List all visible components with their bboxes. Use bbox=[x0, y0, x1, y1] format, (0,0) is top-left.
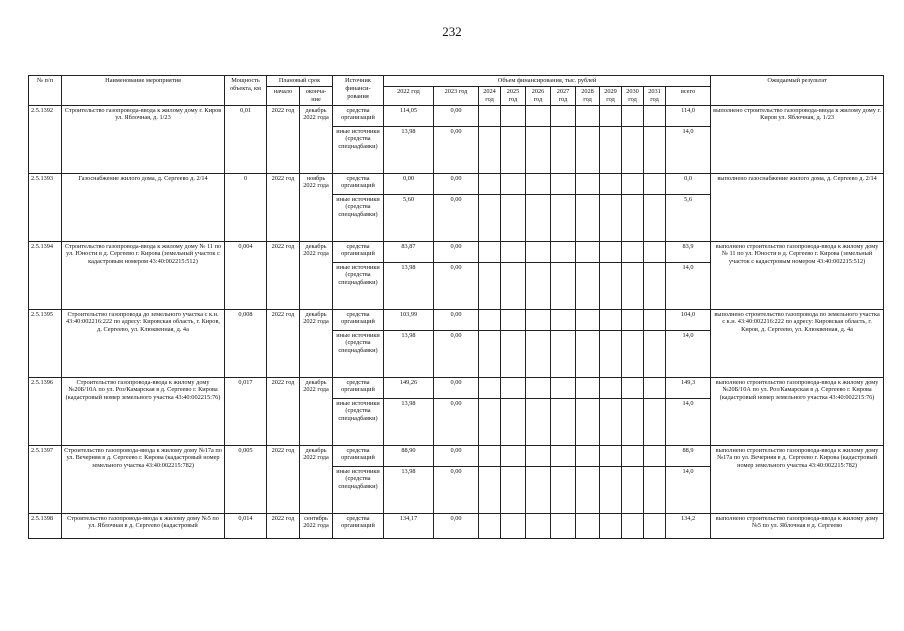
row-capacity: 0,01 bbox=[225, 105, 267, 173]
amount-empty bbox=[622, 377, 644, 398]
row-name: Строительство газопровода до земельного участка с к.н. 43:40:002216:222 по адресу: Кировская область, г. Киров, д. Сергеево, ул. Клюквенная, д. 4а bbox=[62, 309, 225, 377]
row-name: Строительство газопровода-ввода к жилому дому г. Киров ул. Яблочная, д. 1/23 bbox=[62, 105, 225, 173]
amount-empty bbox=[644, 194, 666, 241]
header-financing: Объем финансирования, тыс. рублей bbox=[384, 76, 711, 87]
row-number: 2.5.1398 bbox=[29, 513, 62, 538]
amount-empty bbox=[622, 194, 644, 241]
source-org: средства организаций bbox=[333, 309, 384, 330]
table-row bbox=[29, 173, 884, 194]
source-org: средства организаций bbox=[333, 513, 384, 538]
source-org: средства организаций bbox=[333, 241, 384, 262]
amount-empty bbox=[479, 398, 501, 445]
amount-empty bbox=[479, 377, 501, 398]
row-start: 2022 год bbox=[267, 309, 300, 377]
header-year: 2025 год bbox=[501, 86, 526, 105]
amount-2023: 0,00 bbox=[434, 241, 479, 262]
amount-empty bbox=[526, 466, 551, 513]
row-end: сентябрь 2022 года bbox=[300, 513, 333, 538]
header-year: 2030 год bbox=[622, 86, 644, 105]
row-number: 2.5.1395 bbox=[29, 309, 62, 377]
amount-empty bbox=[526, 445, 551, 466]
amount-empty bbox=[526, 377, 551, 398]
header-start: начало bbox=[267, 86, 300, 105]
amount-empty bbox=[501, 513, 526, 538]
amount-total: 114,0 bbox=[666, 105, 711, 126]
header-result: Ожидаемый результат bbox=[711, 76, 884, 106]
amount-2022: 149,26 bbox=[384, 377, 434, 398]
amount-2022: 13,98 bbox=[384, 398, 434, 445]
amount-total: 14,0 bbox=[666, 466, 711, 513]
amount-2023: 0,00 bbox=[434, 309, 479, 330]
amount-empty bbox=[501, 445, 526, 466]
amount-empty bbox=[600, 262, 622, 309]
amount-empty bbox=[576, 105, 600, 126]
amount-empty bbox=[644, 513, 666, 538]
row-start: 2022 год bbox=[267, 445, 300, 513]
amount-empty bbox=[501, 262, 526, 309]
source-other: иные источники (средства спецнадбавки) bbox=[333, 126, 384, 173]
amount-empty bbox=[600, 241, 622, 262]
amount-2023: 0,00 bbox=[434, 398, 479, 445]
header-name: Наименование мероприятия bbox=[62, 76, 225, 106]
amount-2023: 0,00 bbox=[434, 262, 479, 309]
amount-total: 88,9 bbox=[666, 445, 711, 466]
row-start: 2022 год bbox=[267, 105, 300, 173]
row-result: выполнено строительство газопровода-ввода к жилому дому г. Киров ул. Яблочная, д. 1/23 bbox=[711, 105, 884, 173]
row-number: 2.5.1394 bbox=[29, 241, 62, 309]
row-result: выполнено строительство газопровода по земельного участка с к.н. 43:40:002216:222 по адресу: Кировская область, г. Киров, д. Сергеево, ул. Клюквенная, д. 4а bbox=[711, 309, 884, 377]
amount-empty bbox=[526, 194, 551, 241]
source-other: иные источники (средства спецнадбавки) bbox=[333, 194, 384, 241]
amount-empty bbox=[576, 398, 600, 445]
amount-empty bbox=[526, 126, 551, 173]
amount-empty bbox=[644, 241, 666, 262]
table-row bbox=[29, 445, 884, 466]
source-other: иные источники (средства спецнадбавки) bbox=[333, 398, 384, 445]
amount-total: 0,0 bbox=[666, 173, 711, 194]
amount-empty bbox=[526, 241, 551, 262]
row-name: Строительство газопровода-ввода к жилому дому №17а по ул. Вечерняя в д. Сергеево г. Кирова (кадастровый номер земельного участка 43:40:002215:782) bbox=[62, 445, 225, 513]
page-number: 232 bbox=[442, 24, 462, 39]
amount-empty bbox=[501, 377, 526, 398]
amount-empty bbox=[600, 126, 622, 173]
amount-2022: 114,05 bbox=[384, 105, 434, 126]
row-number: 2.5.1397 bbox=[29, 445, 62, 513]
amount-empty bbox=[600, 466, 622, 513]
amount-empty bbox=[526, 330, 551, 377]
amount-empty bbox=[551, 445, 576, 466]
table-row bbox=[29, 309, 884, 330]
row-result: выполнено строительство газопровода-ввода к жилому дому № 11 по ул. Юности в д. Сергеево г. Кирова (земельный участок с кадастровым номером 43:40:002215:512) bbox=[711, 241, 884, 309]
amount-empty bbox=[551, 377, 576, 398]
amount-empty bbox=[622, 466, 644, 513]
amount-2022: 13,98 bbox=[384, 466, 434, 513]
amount-empty bbox=[622, 398, 644, 445]
amount-2023: 0,00 bbox=[434, 466, 479, 513]
row-name: Газоснабжение жилого дома, д. Сергеево д. 2/14 bbox=[62, 173, 225, 241]
amount-empty bbox=[622, 173, 644, 194]
amount-2022: 83,87 bbox=[384, 241, 434, 262]
amount-empty bbox=[576, 330, 600, 377]
amount-empty bbox=[600, 105, 622, 126]
amount-empty bbox=[551, 330, 576, 377]
row-capacity: 0,008 bbox=[225, 309, 267, 377]
source-other: иные источники (средства спецнадбавки) bbox=[333, 262, 384, 309]
financing-table bbox=[28, 75, 884, 539]
row-end: декабрь 2022 года bbox=[300, 105, 333, 173]
row-capacity: 0,014 bbox=[225, 513, 267, 538]
amount-empty bbox=[644, 126, 666, 173]
source-org: средства организаций bbox=[333, 377, 384, 398]
amount-total: 134,2 bbox=[666, 513, 711, 538]
amount-empty bbox=[644, 445, 666, 466]
amount-empty bbox=[622, 445, 644, 466]
source-other: иные источники (средства спецнадбавки) bbox=[333, 330, 384, 377]
row-end: декабрь 2022 года bbox=[300, 241, 333, 309]
amount-empty bbox=[501, 398, 526, 445]
header-year: 2028 год bbox=[576, 86, 600, 105]
row-start: 2022 год bbox=[267, 173, 300, 241]
row-number: 2.5.1396 bbox=[29, 377, 62, 445]
header-year: 2026 год bbox=[526, 86, 551, 105]
amount-2022: 13,98 bbox=[384, 126, 434, 173]
amount-empty bbox=[600, 377, 622, 398]
row-capacity: 0 bbox=[225, 173, 267, 241]
amount-empty bbox=[576, 262, 600, 309]
row-capacity: 0,005 bbox=[225, 445, 267, 513]
row-start: 2022 год bbox=[267, 513, 300, 538]
source-org: средства организаций bbox=[333, 173, 384, 194]
row-end: ноябрь 2022 года bbox=[300, 173, 333, 241]
row-result: выполнено строительство газопровода-ввода к жилому дому №17а по ул. Вечерняя в д. Сергеево г. Кирова (кадастровый номер земельного участка 43:40:002215:782) bbox=[711, 445, 884, 513]
amount-empty bbox=[501, 105, 526, 126]
amount-2022: 88,90 bbox=[384, 445, 434, 466]
header-capacity: Мощность объекта, км bbox=[225, 76, 267, 106]
amount-empty bbox=[622, 105, 644, 126]
amount-empty bbox=[644, 466, 666, 513]
row-start: 2022 год bbox=[267, 241, 300, 309]
header-year: 2022 год bbox=[384, 86, 434, 105]
amount-empty bbox=[479, 194, 501, 241]
amount-empty bbox=[576, 173, 600, 194]
amount-empty bbox=[576, 241, 600, 262]
row-capacity: 0,004 bbox=[225, 241, 267, 309]
source-other: иные источники (средства спецнадбавки) bbox=[333, 466, 384, 513]
amount-empty bbox=[600, 445, 622, 466]
header-end: оконча-ние bbox=[300, 86, 333, 105]
amount-total: 14,0 bbox=[666, 262, 711, 309]
row-end: декабрь 2022 года bbox=[300, 377, 333, 445]
amount-total: 5,6 bbox=[666, 194, 711, 241]
row-name: Строительство газопровода-ввода к жилому дому №20Б/10А по ул. Роз/Камарская в д. Сергеево г. Кирова (кадастровый номер земельного участка 43:40:002215:76) bbox=[62, 377, 225, 445]
amount-empty bbox=[644, 262, 666, 309]
amount-empty bbox=[551, 262, 576, 309]
amount-total: 14,0 bbox=[666, 398, 711, 445]
row-number: 2.5.1392 bbox=[29, 105, 62, 173]
amount-empty bbox=[551, 194, 576, 241]
amount-empty bbox=[551, 241, 576, 262]
amount-2023: 0,00 bbox=[434, 377, 479, 398]
header-year: 2023 год bbox=[434, 86, 479, 105]
amount-empty bbox=[501, 309, 526, 330]
source-org: средства организаций bbox=[333, 445, 384, 466]
amount-2023: 0,00 bbox=[434, 173, 479, 194]
amount-empty bbox=[479, 513, 501, 538]
amount-empty bbox=[501, 126, 526, 173]
amount-2023: 0,00 bbox=[434, 194, 479, 241]
amount-empty bbox=[576, 377, 600, 398]
amount-empty bbox=[526, 309, 551, 330]
header-year: 2027 год bbox=[551, 86, 576, 105]
amount-empty bbox=[622, 330, 644, 377]
amount-empty bbox=[526, 105, 551, 126]
amount-total: 104,0 bbox=[666, 309, 711, 330]
row-name: Строительство газопровода-ввода к жилому дому №5 по ул. Яблочная в д. Сергеево (кадастровый bbox=[62, 513, 225, 538]
amount-empty bbox=[551, 126, 576, 173]
amount-empty bbox=[600, 330, 622, 377]
header-year: 2024 год bbox=[479, 86, 501, 105]
amount-empty bbox=[622, 262, 644, 309]
amount-empty bbox=[644, 330, 666, 377]
amount-empty bbox=[479, 173, 501, 194]
amount-empty bbox=[551, 309, 576, 330]
amount-2022: 13,98 bbox=[384, 330, 434, 377]
amount-empty bbox=[622, 241, 644, 262]
amount-2022: 0,00 bbox=[384, 173, 434, 194]
row-result: выполнено строительство газопровода-ввода к жилому дому №20Б/10А по ул. Роз/Камарская в д. Сергеево г. Кирова (кадастровый номер земельного участка 43:40:002215:76) bbox=[711, 377, 884, 445]
header-year: всего bbox=[666, 86, 711, 105]
row-end: декабрь 2022 года bbox=[300, 445, 333, 513]
amount-empty bbox=[501, 466, 526, 513]
amount-empty bbox=[600, 513, 622, 538]
table-row bbox=[29, 513, 884, 538]
amount-empty bbox=[479, 126, 501, 173]
amount-empty bbox=[501, 194, 526, 241]
amount-empty bbox=[644, 173, 666, 194]
amount-empty bbox=[501, 330, 526, 377]
amount-empty bbox=[551, 105, 576, 126]
row-end: декабрь 2022 года bbox=[300, 309, 333, 377]
row-capacity: 0,017 bbox=[225, 377, 267, 445]
amount-empty bbox=[551, 513, 576, 538]
amount-empty bbox=[479, 466, 501, 513]
row-result: выполнено газоснабжение жилого дома, д. Сергеево д. 2/14 bbox=[711, 173, 884, 241]
amount-empty bbox=[600, 309, 622, 330]
amount-2022: 13,98 bbox=[384, 262, 434, 309]
amount-empty bbox=[644, 105, 666, 126]
amount-total: 83,9 bbox=[666, 241, 711, 262]
header-number: № п/п bbox=[29, 76, 62, 106]
header-source: Источник финанси-рования bbox=[333, 76, 384, 106]
row-start: 2022 год bbox=[267, 377, 300, 445]
table-row bbox=[29, 377, 884, 398]
row-result: выполнено строительство газопровода-ввода к жилому дому №5 по ул. Яблочная в д. Сергеево bbox=[711, 513, 884, 538]
amount-empty bbox=[600, 194, 622, 241]
amount-empty bbox=[501, 241, 526, 262]
table-row bbox=[29, 105, 884, 126]
amount-empty bbox=[600, 173, 622, 194]
amount-empty bbox=[526, 513, 551, 538]
amount-empty bbox=[526, 398, 551, 445]
amount-empty bbox=[576, 445, 600, 466]
amount-empty bbox=[644, 309, 666, 330]
amount-empty bbox=[479, 330, 501, 377]
amount-empty bbox=[576, 513, 600, 538]
header-year: 2029 год bbox=[600, 86, 622, 105]
amount-empty bbox=[622, 513, 644, 538]
amount-empty bbox=[622, 309, 644, 330]
header-row-1 bbox=[29, 76, 884, 87]
amount-empty bbox=[622, 126, 644, 173]
amount-empty bbox=[576, 194, 600, 241]
row-name: Строительство газопровода-ввода к жилому дому № 11 по ул. Юности в д. Сергеево г. Кирова (земельный участок с кадастровым номером 43:40:002215:512) bbox=[62, 241, 225, 309]
amount-empty bbox=[576, 466, 600, 513]
amount-total: 14,0 bbox=[666, 330, 711, 377]
amount-2023: 0,00 bbox=[434, 330, 479, 377]
amount-empty bbox=[644, 377, 666, 398]
amount-2023: 0,00 bbox=[434, 105, 479, 126]
amount-empty bbox=[479, 105, 501, 126]
amount-empty bbox=[600, 398, 622, 445]
amount-2023: 0,00 bbox=[434, 445, 479, 466]
amount-empty bbox=[551, 466, 576, 513]
amount-empty bbox=[576, 126, 600, 173]
amount-empty bbox=[479, 262, 501, 309]
amount-2022: 134,17 bbox=[384, 513, 434, 538]
amount-2022: 103,99 bbox=[384, 309, 434, 330]
table-row bbox=[29, 241, 884, 262]
amount-empty bbox=[501, 173, 526, 194]
header-period: Плановый срок bbox=[267, 76, 333, 87]
amount-2022: 5,60 bbox=[384, 194, 434, 241]
amount-empty bbox=[576, 309, 600, 330]
amount-2023: 0,00 bbox=[434, 126, 479, 173]
amount-total: 149,3 bbox=[666, 377, 711, 398]
amount-empty bbox=[644, 398, 666, 445]
amount-empty bbox=[479, 241, 501, 262]
amount-total: 14,0 bbox=[666, 126, 711, 173]
source-org: средства организаций bbox=[333, 105, 384, 126]
amount-empty bbox=[479, 309, 501, 330]
amount-empty bbox=[551, 173, 576, 194]
amount-empty bbox=[526, 262, 551, 309]
amount-2023: 0,00 bbox=[434, 513, 479, 538]
amount-empty bbox=[479, 445, 501, 466]
amount-empty bbox=[551, 398, 576, 445]
amount-empty bbox=[526, 173, 551, 194]
row-number: 2.5.1393 bbox=[29, 173, 62, 241]
header-year: 2031 год bbox=[644, 86, 666, 105]
